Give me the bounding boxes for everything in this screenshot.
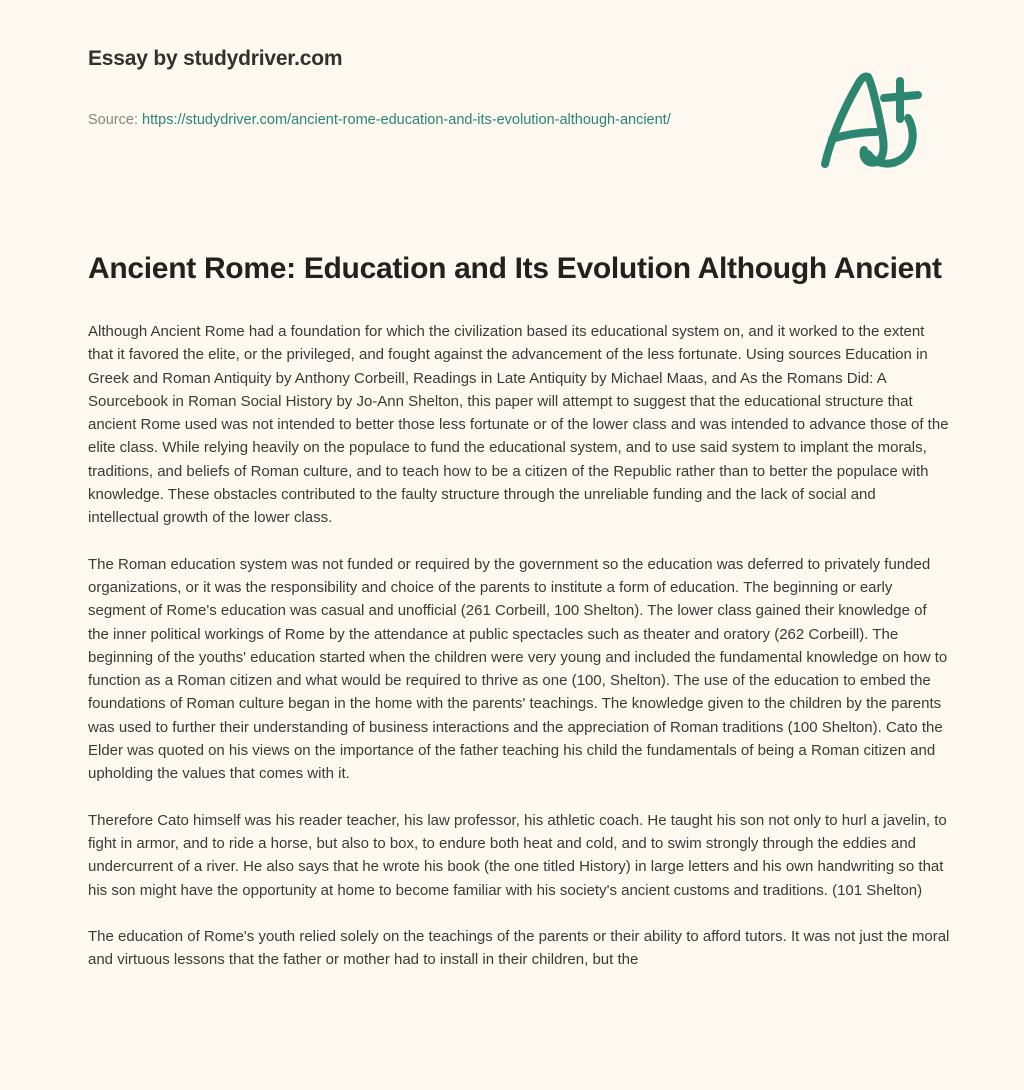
page-header <box>0 0 1024 200</box>
a-plus-icon <box>812 66 932 170</box>
source-label: Source: <box>88 112 138 128</box>
paragraph: Therefore Cato himself was his reader teacher, his law professor, his athletic coach. He taught his son not only to hurl a javelin, to fight in armor, and to ride a horse, but also to box, to endure both heat and cold, and to swim strongly through the eddies and undercurrent of a river. He also says that he wrote his book (the one titled History) in large letters and his own handwriting so that his son might have the opportunity at home to become familiar with his society's ancient customs and traditions. (101 Shelton) <box>88 811 947 899</box>
paragraph: Although Ancient Rome had a foundation for which the civilization based its educational system on, and it worked to the extent that it favored the elite, or the privileged, and fought against the advancement of the less fortunate. Using sources Education in Greek and Roman Antiquity by Anthony Corbeill, Readings in Late Antiquity by Michael Maas, and As the Romans Did: A Sourcebook in Roman Social History by Jo-Ann Shelton, this paper will attempt to suggest that the educational structure that ancient Rome used was not intended to better those less fortunate or of the lower class and was intended to advance those of the elite class. While relying heavily on the populace to fund the educational system, and to use said system to implant the morals, traditions, and beliefs of Roman culture, and to teach how to be a citizen of the Republic rather than to better the populace with knowledge. These obstacles contributed to the faulty structure through the unreliable funding and the lack of social and intellectual growth of the lower class. <box>88 323 949 527</box>
a-plus-logo[interactable] <box>812 66 932 170</box>
source-line <box>88 108 748 132</box>
paragraph: The education of Rome's youth relied solely on the teachings of the parents or their ability to afford tutors. It was not just the moral and virtuous lessons that the father or mother had to install in their children, but the <box>88 927 950 969</box>
byline: Essay by studydriver.com <box>88 47 343 70</box>
article-body <box>88 320 950 971</box>
source-url-link[interactable]: https://studydriver.com/ancient-rome-education-and-its-evolution-although-ancient/ <box>142 112 671 128</box>
paragraph: The Roman education system was not funded or required by the government so the education was deferred to privately funded organizations, or it was the responsibility and choice of the parents to institute a form of education. The beginning or early segment of Rome's education was casual and unofficial (261 Corbeill, 100 Shelton). The lower class gained their knowledge of the inner political workings of Rome by the attendance at public spectacles such as theater and oratory (262 Corbeill). The beginning of the youths' education started when the children were very young and included the fundamental knowledge on how to function as a Roman citizen and what would be required to thrive as one (100, Shelton). The use of the education to embed the foundations of Roman culture began in the home with the parents' teachings. The knowledge given to the children by the parents was used to further their understanding of business interactions and the appreciation of Roman traditions (100 Shelton). Cato the Elder was quoted on his views on the importance of the father teaching his child the fundamentals of being a Roman citizen and upholding the values that comes with it. <box>88 555 948 783</box>
article <box>88 250 950 971</box>
page-title: Ancient Rome: Education and Its Evolution Although Ancient <box>88 252 942 285</box>
